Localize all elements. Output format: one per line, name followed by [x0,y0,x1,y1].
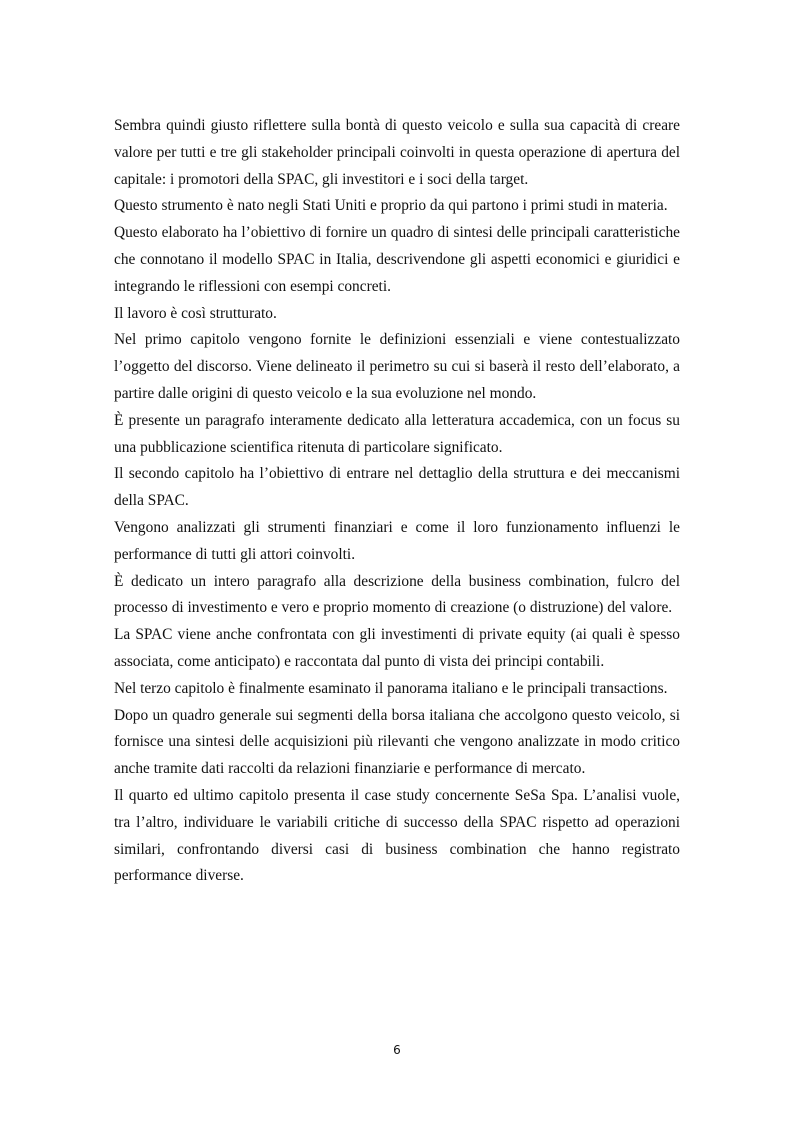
paragraph-12: Dopo un quadro generale sui segmenti della borsa italiana che accolgono questo veicolo, si fornisce una sintesi delle acquisizioni più rilevanti che vengono analizzate in modo critico anche tramite dati raccolti da relazioni finanziarie e performance di mercato. [114,706,680,778]
paragraph-13: Il quarto ed ultimo capitolo presenta il case study concernente SeSa Spa. L’analisi vuole, tra l’altro, individuare le variabili critiche di successo della SPAC rispetto ad operazioni similari, confrontando diversi casi di business combination che hanno registrato performance diverse. [114,786,680,885]
paragraph-7: Il secondo capitolo ha l’obiettivo di entrare nel dettaglio della struttura e dei meccanismi della SPAC. [114,465,680,510]
paragraph-8: Vengono analizzati gli strumenti finanziari e come il loro funzionamento influenzi le performance di tutti gli attori coinvolti. [114,518,680,563]
paragraph-5: Nel primo capitolo vengono fornite le definizioni essenziali e viene contestualizzato l’oggetto del discorso. Viene delineato il perimetro su cui si baserà il resto dell’elaborato, a partire dalle origini di questo veicolo e la sua evoluzione nel mondo. [114,331,680,402]
paragraph-6: È presente un paragrafo interamente dedicato alla letteratura accademica, con un focus su una pubblicazione scientifica ritenuta di particolare significato. [114,411,680,456]
paragraph-9: È dedicato un intero paragrafo alla descrizione della business combination, fulcro del processo di investimento e vero e proprio momento di creazione (o distruzione) del valore. [114,572,680,617]
paragraph-1: Sembra quindi giusto riflettere sulla bontà di questo veicolo e sulla sua capacità di creare valore per tutti e tre gli stakeholder principali coinvolti in questa operazione di apertura del capitale: i promotori della SPAC, gli investitori e i soci della target. [114,117,680,188]
paragraph-11: Nel terzo capitolo è finalmente esaminato il panorama italiano e le principali transactions. [114,679,668,697]
paragraph-4: Il lavoro è così strutturato. [114,304,277,322]
page-number: 6 [393,1043,401,1057]
paragraph-2: Questo strumento è nato negli Stati Uniti e proprio da qui partono i primi studi in materia. [114,197,668,215]
body-text [114,113,680,890]
paragraph-10: La SPAC viene anche confrontata con gli investimenti di private equity (ai quali è spesso associata, come anticipato) e raccontata dal punto di vista dei principi contabili. [114,626,680,670]
paragraph-3: Questo elaborato ha l’obiettivo di fornire un quadro di sintesi delle principali caratteristiche che connotano il modello SPAC in Italia, descrivendone gli aspetti economici e giuridici e integrando le riflessioni con esempi concreti. [114,224,680,295]
